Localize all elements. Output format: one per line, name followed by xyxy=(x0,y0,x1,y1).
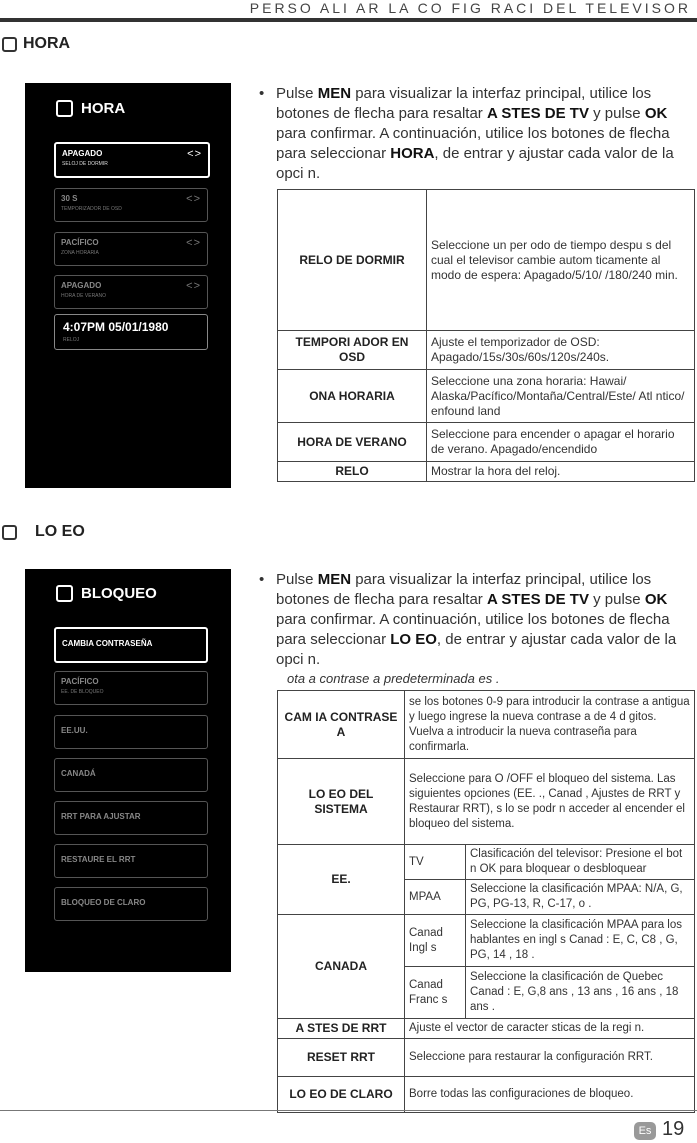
section-title-bloqueo xyxy=(2,523,85,541)
page-number: 19 xyxy=(662,1118,685,1140)
table-row xyxy=(278,1077,695,1113)
option-description: Borre todas las configuraciones de bloqueo. xyxy=(405,1077,695,1113)
hora-instructions xyxy=(259,84,685,184)
text: y pulse xyxy=(593,591,641,608)
table-row xyxy=(278,845,695,880)
option-description: Mostrar la hora del reloj. xyxy=(427,462,695,482)
option-description: Seleccione para restaurar la configuración RRT. xyxy=(405,1039,695,1077)
table-row xyxy=(278,759,695,845)
target-keyword: HORA xyxy=(390,145,435,162)
option-label: HORA DE VERANO xyxy=(278,423,427,462)
option-description: Seleccione un per odo de tiempo despu s del cual el televisor cambie autom ticamente al modo de espera: Apagado/5/10/ /180/240 min. xyxy=(427,190,695,331)
tv-menu-item-usa xyxy=(54,715,208,749)
option-label: LO EO DE CLARO xyxy=(278,1077,405,1113)
section-title-text: HORA xyxy=(23,35,71,52)
option-description: se los botones 0-9 para introducir la contrase a antigua y luego ingrese la nueva contrase a de 4 d gitos. Vuelva a introducir la nueva contraseña para confirmarla. xyxy=(405,691,695,759)
text: para confirmar. A continuación, utilice los botones de flecha para seleccionar xyxy=(276,611,670,648)
bloqueo-options-table xyxy=(277,690,695,1113)
sub-option-description: Seleccione la clasificación MPAA para los hablantes en ingl s Canad : E, C, C8 , G, PG, 14 , 18 . xyxy=(466,915,695,967)
table-row xyxy=(278,1039,695,1077)
target-keyword: LO EO xyxy=(390,631,437,648)
bloqueo-instructions xyxy=(259,570,685,670)
tv-screen-hora xyxy=(25,83,231,488)
tv-item-value: 30 S xyxy=(61,194,78,203)
tv-item-label: HORA DE VERANO xyxy=(61,293,107,299)
tv-screen-title xyxy=(56,100,125,117)
sub-option-description: Seleccione la clasificación de Quebec Canad : E, G,8 ans , 13 ans , 16 ans , 18 ans . xyxy=(466,967,695,1019)
tv-menu-item-osd xyxy=(54,188,208,222)
tv-item-value: BLOQUEO DE CLARO xyxy=(61,898,146,907)
square-icon xyxy=(56,100,73,117)
option-label: RELO xyxy=(278,462,427,482)
ok-keyword: OK xyxy=(644,105,668,122)
tv-screen-title-text: HORA xyxy=(81,100,126,117)
tv-screen-title xyxy=(56,585,157,602)
footer-divider xyxy=(0,1110,697,1111)
option-label: CAM IA CONTRASE A xyxy=(278,691,405,759)
option-label: EE. xyxy=(278,845,405,915)
sub-option-description: Seleccione la clasificación MPAA: N/A, G, PG, PG-13, R, C-17, o . xyxy=(466,880,695,915)
ajustes-keyword: A STES DE TV xyxy=(486,591,589,608)
sub-option-key: Canad Ingl s xyxy=(405,915,466,967)
left-right-arrows-icon: <> xyxy=(186,193,201,205)
tv-item-value: EE.UU. xyxy=(61,726,88,735)
ajustes-keyword: A STES DE TV xyxy=(486,105,589,122)
tv-clock-value: 4:07PM 05/01/1980 xyxy=(63,320,169,334)
section-square-icon xyxy=(2,525,17,540)
tv-item-value: RESTAURE EL RRT xyxy=(61,855,136,864)
table-row xyxy=(278,1019,695,1039)
tv-menu-item-dst xyxy=(54,275,208,309)
table-row xyxy=(278,915,695,967)
tv-menu-item-system xyxy=(54,671,208,705)
default-password-note: ota a contrase a predeterminada es . xyxy=(287,671,500,686)
tv-item-value: PACÍFICO xyxy=(61,677,99,686)
sub-option-key: MPAA xyxy=(405,880,466,915)
option-description: Ajuste el vector de caracter sticas de la regi n. xyxy=(405,1019,695,1039)
text: , de entrar y ajustar cada valor de la opci n. xyxy=(276,631,677,668)
tv-item-label: SELOJ DE DORMIR xyxy=(62,161,108,167)
sub-option-key: Canad Franc s xyxy=(405,967,466,1019)
sub-option-description: Clasificación del televisor: Presione el bot n OK para bloquear o desbloquear xyxy=(466,845,695,880)
option-description: Seleccione para encender o apagar el horario de verano. Apagado/encendido xyxy=(427,423,695,462)
option-description: Ajuste el temporizador de OSD: Apagado/15s/30s/60s/120s/240s. xyxy=(427,331,695,370)
left-right-arrows-icon: <> xyxy=(187,148,202,160)
option-label: TEMPORI ADOR EN OSD xyxy=(278,331,427,370)
tv-item-value: CANADÁ xyxy=(61,769,96,778)
option-description: Seleccione para O /OFF el bloqueo del sistema. Las siguientes opciones (EE. ., Canad , Ajustes de RRT y Restaurar RRT), s lo se podr n acceder al encender el bloqueo del sistema. xyxy=(405,759,695,845)
tv-item-value: RRT PARA AJUSTAR xyxy=(61,812,141,821)
text: y pulse xyxy=(593,105,641,122)
tv-item-label: ZONA HORARIA xyxy=(61,250,99,256)
sub-option-key: TV xyxy=(405,845,466,880)
tv-item-label: TEMPORIZADOR DE OSD xyxy=(61,206,122,212)
ok-keyword: OK xyxy=(644,591,668,608)
section-title-text: LO EO xyxy=(35,523,85,540)
tv-menu-item-clear-lock xyxy=(54,887,208,921)
option-label: LO EO DEL SISTEMA xyxy=(278,759,405,845)
tv-screen-bloqueo xyxy=(25,569,231,972)
table-row xyxy=(278,370,695,423)
tv-menu-item-sleep xyxy=(54,142,210,178)
tv-item-value: PACÍFICO xyxy=(61,238,99,247)
option-label: CANADA xyxy=(278,915,405,1019)
tv-menu-item-password xyxy=(54,627,208,663)
tv-menu-item-rrt-reset xyxy=(54,844,208,878)
table-row xyxy=(278,331,695,370)
option-label: ONA HORARIA xyxy=(278,370,427,423)
hora-options-table xyxy=(277,189,695,482)
tv-menu-item-timezone xyxy=(54,232,208,266)
square-icon xyxy=(56,585,73,602)
tv-item-value: APAGADO xyxy=(61,281,102,290)
table-row xyxy=(278,691,695,759)
text: Pulse xyxy=(276,571,314,588)
language-badge: Es xyxy=(634,1122,656,1140)
menu-keyword: MEN xyxy=(317,571,352,588)
option-description: Seleccione una zona horaria: Hawai/ Alaska/Pacífico/Montaña/Central/Este/ Atl ntico/ enfound land xyxy=(427,370,695,423)
tv-menu-item-rrt-adjust xyxy=(54,801,208,835)
tv-item-label: RELOJ xyxy=(63,337,80,343)
text: , de entrar y ajustar cada valor de la opci n. xyxy=(276,145,674,182)
menu-keyword: MEN xyxy=(317,85,352,102)
tv-menu-item-clock xyxy=(54,314,208,350)
text: para visualizar la interfaz principal, utilice los botones de flecha para resaltar xyxy=(276,85,652,122)
left-right-arrows-icon: <> xyxy=(186,237,201,249)
option-label: RESET RRT xyxy=(278,1039,405,1077)
tv-item-value: CAMBIA CONTRASEÑA xyxy=(62,639,153,648)
section-square-icon xyxy=(2,37,17,52)
tv-menu-item-canada xyxy=(54,758,208,792)
table-row xyxy=(278,423,695,462)
tv-item-label: EE. DE BLOQUEO xyxy=(61,689,104,695)
text: Pulse xyxy=(276,85,314,102)
text: para confirmar. A continuación, utilice los botones de flecha para seleccionar xyxy=(276,125,670,162)
table-row xyxy=(278,462,695,482)
tv-item-value: APAGADO xyxy=(62,149,103,158)
text: para visualizar la interfaz principal, utilice los botones de flecha para resaltar xyxy=(276,571,652,608)
page-header-title: PERSO ALI AR LA CO FIG RACI DEL TELEVISOR xyxy=(249,0,691,16)
option-label: A STES DE RRT xyxy=(278,1019,405,1039)
left-right-arrows-icon: <> xyxy=(186,280,201,292)
tv-screen-title-text: BLOQUEO xyxy=(81,585,157,602)
option-label: RELO DE DORMIR xyxy=(278,190,427,331)
section-title-hora xyxy=(2,35,70,53)
header-divider xyxy=(0,18,697,22)
table-row xyxy=(278,190,695,331)
